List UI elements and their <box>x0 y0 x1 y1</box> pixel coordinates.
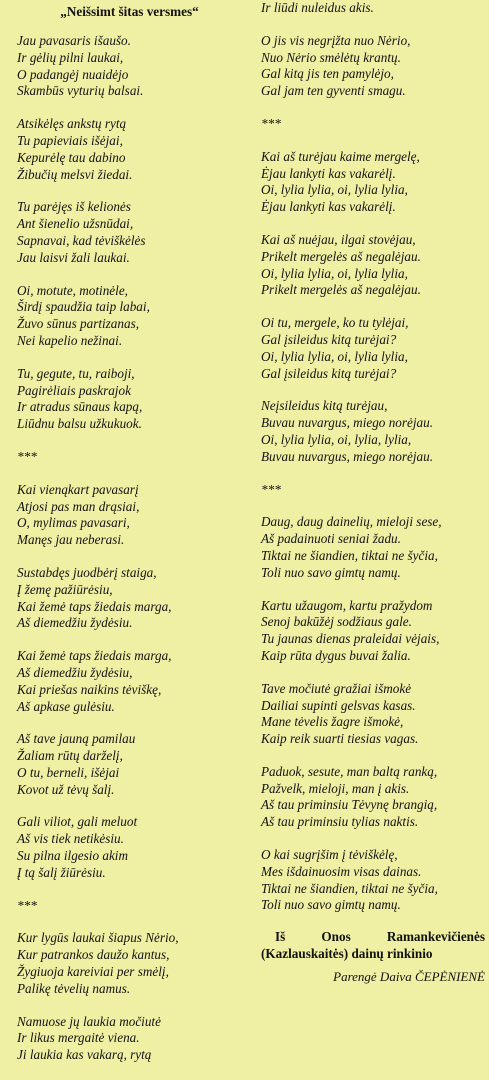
credit-line: Parengė Daiva ČEPĖNIENĖ <box>333 969 485 985</box>
verse-line: Su pilna ilgesio akim <box>17 848 128 864</box>
stanza <box>17 482 242 549</box>
verse-line: Buvau nuvargus, miego norėjau. <box>261 448 434 464</box>
verse-line: Aš diemedžiu žydėsiu, <box>17 664 133 680</box>
verse-line: Kartu užaugom, kartu pražydom <box>261 597 433 613</box>
verse-line: Oi, lylia lylia, oi, lylia lylia, <box>261 348 408 364</box>
verse-line: Žibučių melsvi žiedai. <box>17 166 133 182</box>
verse-line: O, mylimas pavasari, <box>17 515 130 531</box>
stanza <box>261 315 485 382</box>
verse-line: Į žemę pažiūrėsiu, <box>17 581 113 597</box>
verse-line: Buvau nuvargus, miego norėjau. <box>261 415 434 431</box>
verse-line: Skambūs vyturių balsai. <box>17 83 144 99</box>
verse-line: Mes išdainuosim visas dainas. <box>261 863 422 879</box>
stanza <box>261 514 485 581</box>
stanza <box>17 199 242 266</box>
verse-line: Kai žemė taps žiedais marga, <box>17 648 172 664</box>
verse-line: Aš diemedžiu žydėsiu. <box>17 615 133 631</box>
verse-line: Namuose jų laukia močiutė <box>17 1013 161 1029</box>
verse-line: Ji laukia kas vakarą, rytą <box>17 1047 152 1063</box>
verse-line: Ant šienelio užsnūdai, <box>17 216 134 232</box>
verse-line: Palikę tėvelių namus. <box>17 980 131 996</box>
verse-line: Kai aš turėjau kaime mergelę, <box>261 148 420 164</box>
stanza <box>17 366 242 433</box>
verse-line: Tu papieviais išėjai, <box>17 132 123 148</box>
verse-line: Tiktai ne šiandien, tiktai ne šyčia, <box>261 547 438 563</box>
verse-line: Gal įsileidus kitą turėjai? <box>261 331 397 347</box>
verse-line: Tu, gegute, tu, raiboji, <box>17 365 135 381</box>
verse-line: Oi, motute, motinėle, <box>17 282 128 298</box>
stanza <box>17 814 242 881</box>
poem-title: „Neišsimt šitas versmes“ <box>60 4 199 19</box>
verse-line: Kai žemė taps žiedais marga, <box>17 598 172 614</box>
verse-line: Tiktai ne šiandien, tiktai ne šyčia, <box>261 880 438 896</box>
left-column <box>17 0 242 1080</box>
stanza <box>261 398 485 465</box>
verse-line: Kepurėlę tau dabino <box>17 149 126 165</box>
stanza <box>17 33 242 100</box>
verse-line: Kaip reik suarti tiesias vagas. <box>261 731 419 747</box>
stanza <box>261 681 485 748</box>
verse-line: Tave močiutė gražiai išmokė <box>261 680 412 696</box>
verse-line: Žygiuoja kareiviai per smėlį, <box>17 964 169 980</box>
verse-line: Daug, daug dainelių, mieloji sese, <box>261 514 442 530</box>
verse-line: Toli nuo savo gimtų namų. <box>261 897 401 913</box>
verse-line: Ir gėlių pilni laukai, <box>17 49 124 65</box>
verse-line: Kai vienąkart pavasarį <box>17 481 139 497</box>
stanza <box>17 1014 242 1064</box>
verse-line: Ėjau lankyti kas vakarėlį. <box>261 199 396 215</box>
verse-line: Atsikėlęs ankstų rytą <box>17 116 127 132</box>
verse-line: Tu jaunas dienas praleidai vėjais, <box>261 631 440 647</box>
verse-line: Senoj bakūžėj sodžiaus gale. <box>261 614 412 630</box>
verse-line: Nei kapelio nežinai. <box>17 332 123 348</box>
verse-line: Oi tu, mergele, ko tu tylėjai, <box>261 315 409 331</box>
verse-line: Pažvelk, mieloji, man į akis. <box>261 780 410 796</box>
verse-line: Nuo Nėrio smėlėtų krantų. <box>261 49 401 65</box>
stanza <box>261 0 485 17</box>
verse-line: Žaliam rūtų darželį, <box>17 748 123 764</box>
verse-line: Į tą šalį žiūrėsiu. <box>17 864 106 880</box>
verse-line: Neįsileidus kitą turėjau, <box>261 398 388 414</box>
section-separator: *** <box>261 115 281 131</box>
verse-line: Oi, lylia lylia, oi, lylia lylia, <box>261 182 408 198</box>
section-separator: *** <box>261 481 281 497</box>
verse-line: Prikelt mergelės aš negalėjau. <box>261 282 421 298</box>
verse-line: Kovot už tėvų šalį. <box>17 781 115 797</box>
verse-line: Kur patrankos daužo kantus, <box>17 947 170 963</box>
verse-line: Sustabdęs juodbėrį staiga, <box>17 564 157 580</box>
verse-line: Atjosi pas man drąsiai, <box>17 498 140 514</box>
verse-line: Gal jam ten gyventi smagu. <box>261 83 406 99</box>
verse-line: Aš vis tiek netikėsiu. <box>17 831 124 847</box>
stanza <box>17 116 242 183</box>
stanza <box>261 598 485 665</box>
verse-line: Kai aš nuėjau, ilgai stovėjau, <box>261 231 416 247</box>
verse-line: Jau pavasaris išaušo. <box>17 33 131 48</box>
verse-line: Kur lygūs laukai šiapus Nėrio, <box>17 930 179 946</box>
verse-line: Aš padainuoti seniai žadu. <box>261 531 401 547</box>
verse-line: Kai priešas naikins tėviškę, <box>17 681 162 697</box>
verse-line: O kai sugrįšim į tėviškėlę, <box>261 847 398 863</box>
verse-line: O jis vis negrįžta nuo Nėrio, <box>261 32 411 48</box>
verse-line: Mane tėvelis žagre išmokė, <box>261 714 404 730</box>
verse-line: Gali viliot, gali meluot <box>17 814 138 830</box>
stanza <box>261 847 485 914</box>
stanza <box>261 232 485 299</box>
verse-line: O tu, berneli, išėjai <box>17 764 120 780</box>
verse-line: Manęs jau neberasi. <box>17 532 125 548</box>
verse-line: Ir atradus sūnaus kapą, <box>17 399 143 415</box>
verse-line: Žuvo sūnus partizanas, <box>17 316 140 332</box>
stanza <box>261 764 485 831</box>
section-separator: *** <box>17 897 37 913</box>
section-separator: *** <box>17 448 37 464</box>
verse-line: Aš tau priminsiu tylias naktis. <box>261 814 419 830</box>
right-stanzas <box>261 0 485 914</box>
verse-line: Oi, lylia lylia, oi, lylia, lylia, <box>261 431 412 447</box>
stanza <box>17 648 242 715</box>
verse-line: Liūdnu balsu užkukuok. <box>17 416 142 432</box>
verse-line: Aš tave jauną pamilau <box>17 731 136 747</box>
stanza <box>261 149 485 216</box>
stanza <box>17 565 242 632</box>
verse-line: O padangėj nuaidėjo <box>17 66 129 82</box>
verse-line: Ir liūdi nuleidus akis. <box>261 0 374 15</box>
verse-line: Pagirėliais paskrajok <box>17 382 131 398</box>
verse-line: Oi, lylia lylia, oi, lylia lylia, <box>261 265 408 281</box>
stanza <box>17 283 242 350</box>
verse-line: Toli nuo savo gimtų namų. <box>261 564 401 580</box>
verse-line: Ėjau lankyti kas vakarėlį. <box>261 165 396 181</box>
stanza <box>17 930 242 997</box>
verse-line: Širdį spaudžia taip labai, <box>17 299 150 315</box>
verse-line: Gal kitą jis ten pamylėjo, <box>261 66 394 82</box>
verse-line: Sapnavai, kad tėviškėlės <box>17 232 146 248</box>
verse-line: Dailiai supinti gelsvas kasas. <box>261 697 416 713</box>
verse-line: Tu parėjęs iš kelionės <box>17 199 131 215</box>
verse-line: Ir likus mergaitė viena. <box>17 1030 140 1046</box>
right-column <box>261 0 485 985</box>
verse-line: Jau laisvi žali laukai. <box>17 249 130 265</box>
stanza <box>261 33 485 100</box>
stanza <box>17 731 242 798</box>
verse-line: Aš tau priminsiu Tėvynę brangią, <box>261 797 438 813</box>
verse-line: Paduok, sesute, man baltą ranką, <box>261 763 438 779</box>
verse-line: Aš apkase gulėsiu. <box>17 698 115 714</box>
verse-line: Prikelt mergelės aš negalėjau. <box>261 248 421 264</box>
verse-line: Gal įsileidus kitą turėjai? <box>261 365 397 381</box>
verse-line: Kaip rūta dygus buvai žalia. <box>261 647 411 663</box>
source-note: Iš Onos Ramankevičienės (Kazlauskaitės) dainų rinkinio <box>261 929 485 962</box>
